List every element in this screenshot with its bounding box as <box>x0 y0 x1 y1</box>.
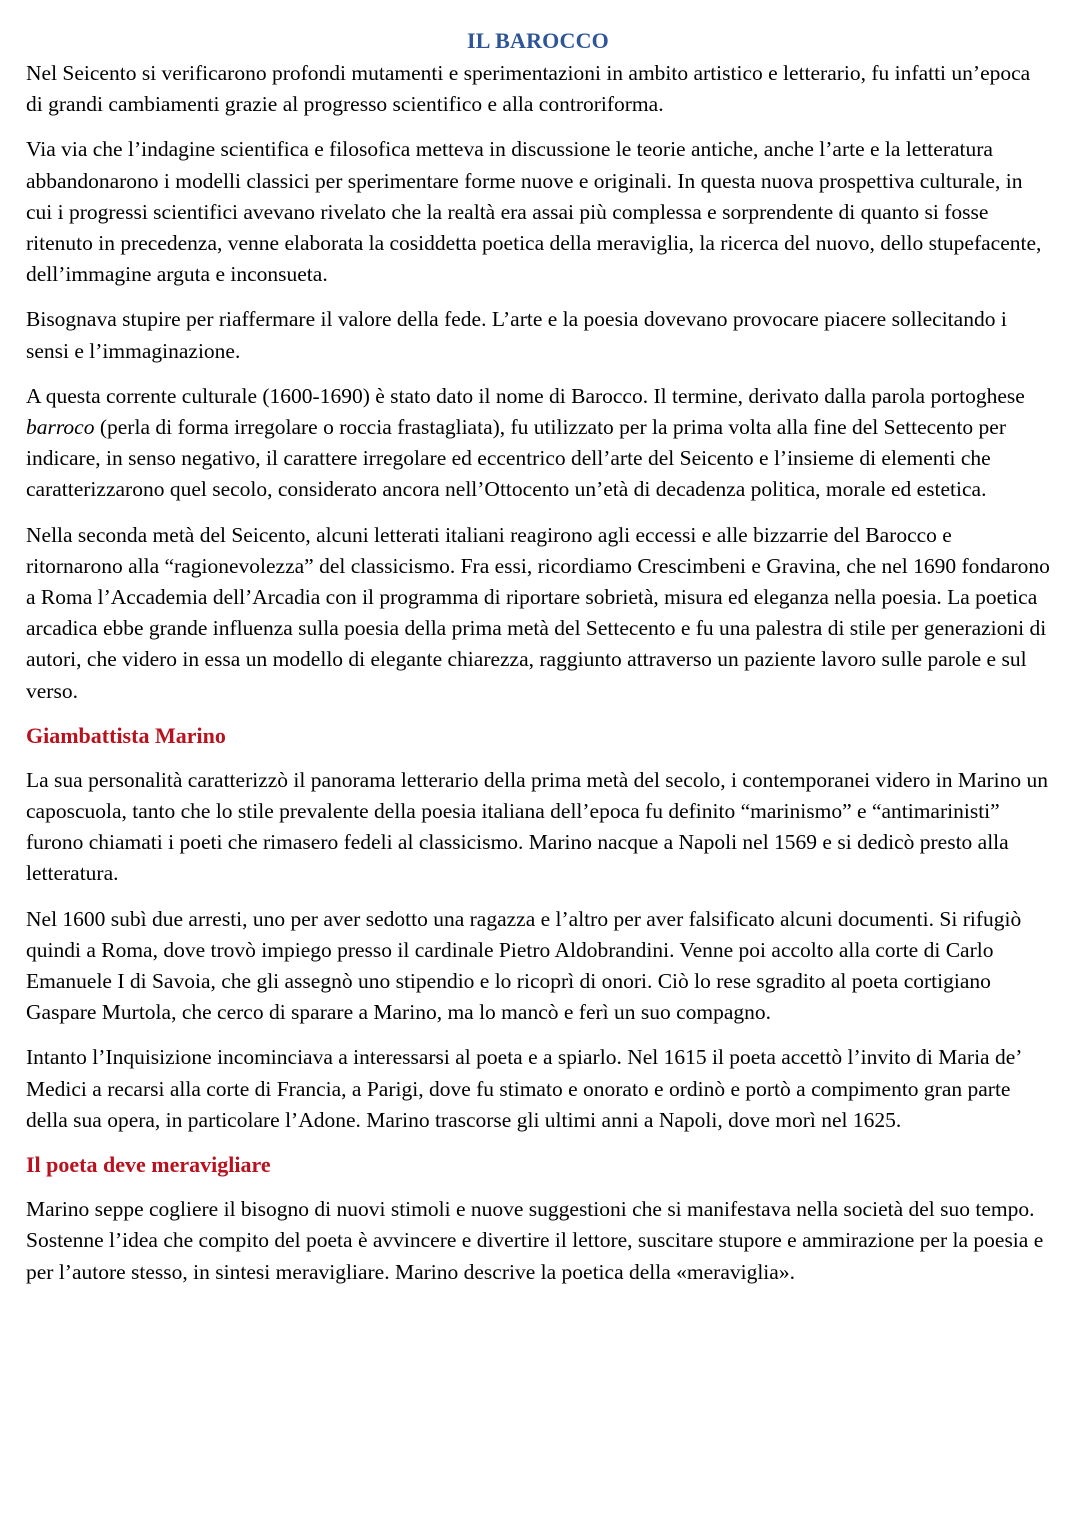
section-heading-marino: Giambattista Marino <box>26 722 226 748</box>
section-heading-meraviglia: Il poeta deve meravigliare <box>26 1152 271 1178</box>
paragraph-intro: Nel Seicento si verificarono profondi mutamenti e sperimentazioni in ambito artistico e letterario, fu infatti un’epoca di grandi cambiamenti grazie al progresso scientifico e alla controriforma. <box>26 61 1031 117</box>
paragraph-scientific-inquiry: Via via che l’indagine scientifica e filosofica metteva in discussione le teorie antiche, anche l’arte e la letteratura abbandonarono i modelli classici per sperimentare forme nuove e originali. In questa nuova prospettiva culturale, in cui i progressi scientifici avevano rivelato che la realtà era assai più complessa e sorprendente di quanto si fosse ritenuto in precedenza, venne elaborata la cosiddetta poetica della meraviglia, la ricerca del nuovo, dello stupefacente, dell’immagine arguta e inconsueta. <box>26 137 1042 287</box>
paragraph-marino-personality: La sua personalità caratterizzò il panorama letterario della prima metà del secolo, i contemporanei videro in Marino un caposcuola, tanto che lo stile prevalente della poesia italiana dell’epoca fu definito “marinismo” e “antimarinisti” furono chiamati i poeti che rimasero fedeli al classicismo. Marino nacque a Napoli nel 1569 e si dedicò presto alla letteratura. <box>26 767 1049 886</box>
paragraph-astonish: Bisognava stupire per riaffermare il valore della fede. L’arte e la poesia dovevano provocare piacere sollecitando i sensi e l’immaginazione. <box>26 307 1007 363</box>
paragraph-meraviglia: Marino seppe cogliere il bisogno di nuovi stimoli e nuove suggestioni che si manifestava nella società del suo tempo. Sostenne l’idea che compito del poeta è avvincere e divertire il lettore, suscitare stupore e ammirazione per la poesia e per l’autore stesso, in sintesi meravigliare. Marino descrive la poetica della «meraviglia». <box>26 1197 1044 1284</box>
paragraph-marino-arrests: Nel 1600 subì due arresti, uno per aver sedotto una ragazza e l’altro per aver falsificato alcuni documenti. Si rifugiò quindi a Roma, dove trovò impiego presso il cardinale Pietro Aldobrandini. Venne poi accolto alla corte di Carlo Emanuele I di Savoia, che gli assegnò uno stipendio e lo ricoprì di onori. Ciò lo rese sgradito al poeta cortigiano Gaspare Murtola, che cerco di sparare a Marino, ma lo mancò e ferì un suo compagno. <box>26 906 1022 1025</box>
paragraph-barocco-text-b: (perla di forma irregolare o roccia frastagliata), fu utilizzato per la prima volta alla fine del Settecento per indicare, in senso negativo, il carattere irregolare ed eccentrico dell’arte del Seicento e l’insieme di elementi che caratterizzarono quel secolo, considerato ancora nell’Ottocento un’età di decadenza politica, morale ed estetica. <box>26 415 1007 502</box>
paragraph-arcadia: Nella seconda metà del Seicento, alcuni letterati italiani reagirono agli eccessi e alle bizzarrie del Barocco e ritornarono alla “ragionevolezza” del classicismo. Fra essi, ricordiamo Crescimbeni e Gravina, che nel 1690 fondarono a Roma l’Accademia dell’Arcadia con il programma di riportare sobrietà, misura ed eleganza nella poesia. La poetica arcadica ebbe grande influenza sulla poesia della prima metà del Settecento e fu una palestra di stile per generazioni di autori, che videro in essa un modello di elegante chiarezza, raggiunto attraverso un paziente lavoro sulle parole e sul verso. <box>26 522 1050 703</box>
paragraph-barocco-text-a: A questa corrente culturale (1600-1690) è stato dato il nome di Barocco. Il termine, derivato dalla parola portoghese <box>26 383 1025 408</box>
paragraph-barocco-name <box>26 381 1050 506</box>
barroco-term: barroco <box>26 415 95 440</box>
paragraph-marino-france: Intanto l’Inquisizione incominciava a interessarsi al poeta e a spiarlo. Nel 1615 il poeta accettò l’invito di Maria de’ Medici a recarsi alla corte di Francia, a Parigi, dove fu stimato e onorato e ordinò e portò a compimento gran parte della sua opera, in particolare l’Adone. Marino trascorse gli ultimi anni a Napoli, dove morì nel 1625. <box>26 1045 1021 1132</box>
page-title: IL BAROCCO <box>467 28 609 53</box>
